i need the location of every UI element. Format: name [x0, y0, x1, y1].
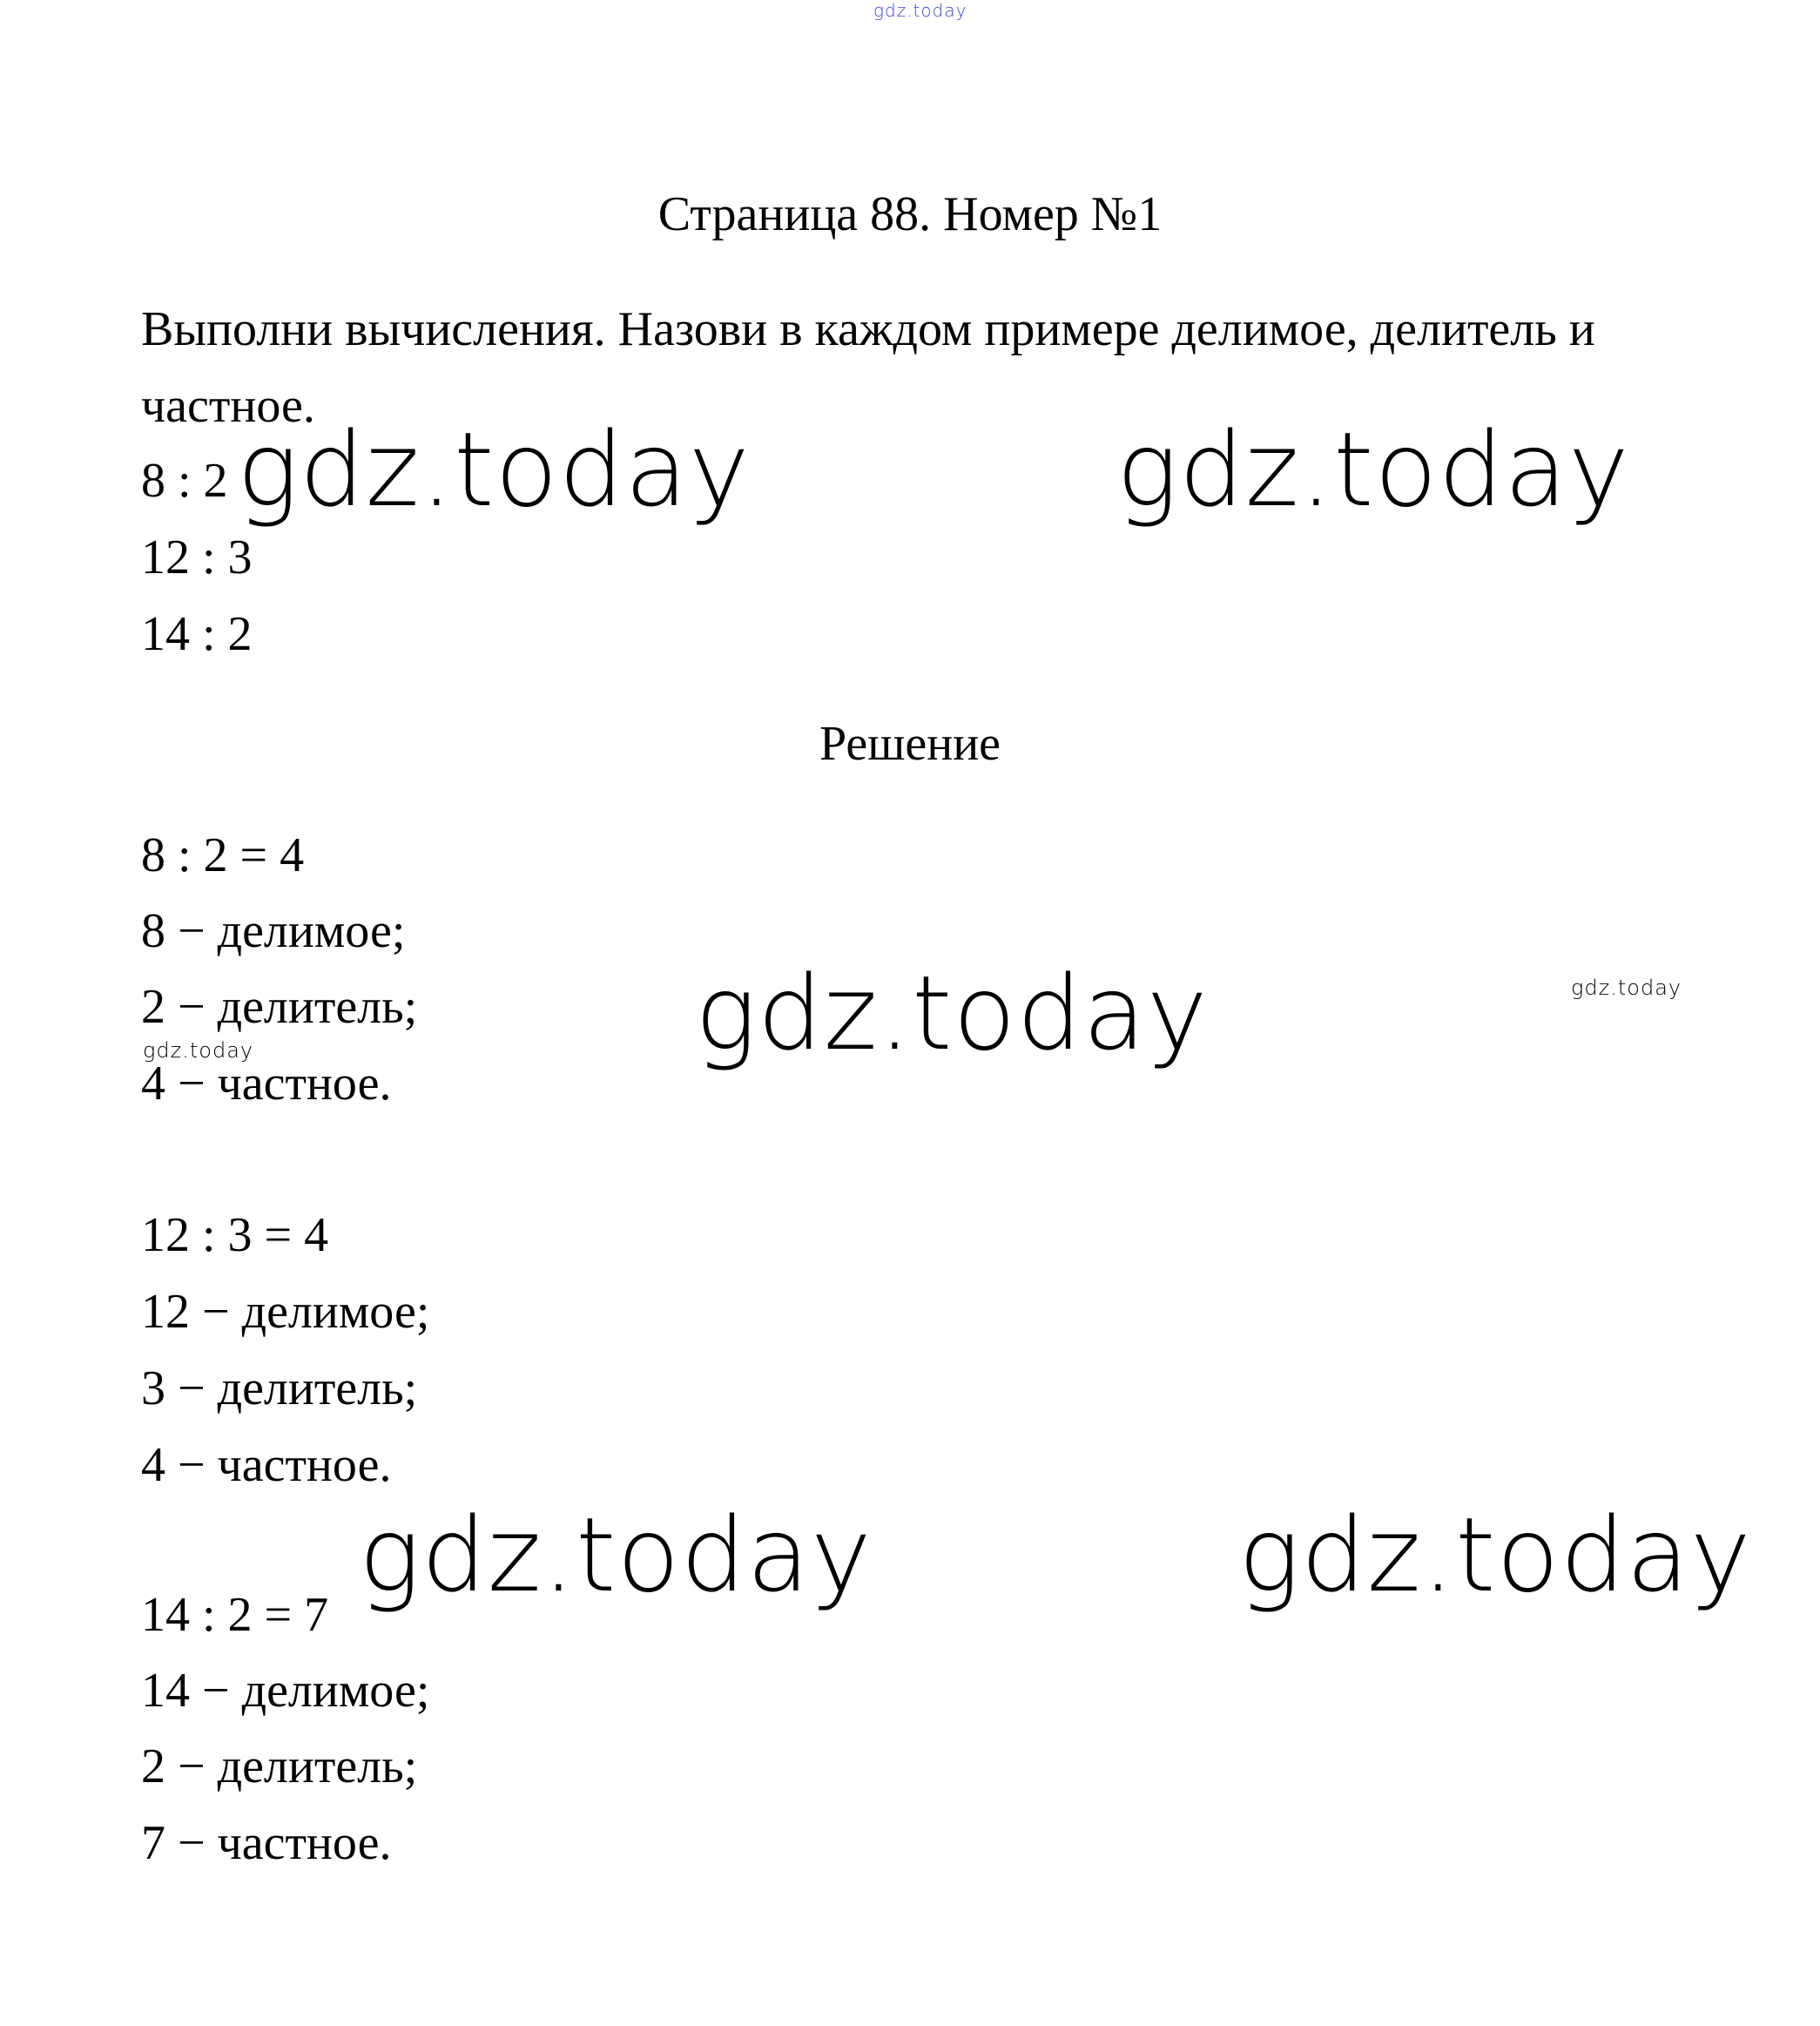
solution-2-dividend: 12 − делимое; [141, 1285, 430, 1339]
solution-2-equation: 12 : 3 = 4 [141, 1208, 329, 1262]
solution-3-dividend: 14 − делимое; [141, 1664, 430, 1718]
solution-3-divisor: 2 − делитель; [141, 1739, 418, 1793]
example-1: 8 : 2 [141, 454, 228, 508]
solution-2-divisor: 3 − делитель; [141, 1361, 418, 1415]
solution-1-divisor: 2 − делитель; [141, 980, 418, 1034]
top-watermark: gdz.today [873, 0, 967, 21]
solution-1-dividend: 8 − делимое; [141, 904, 406, 958]
watermark-large-4: gdz.today [359, 1495, 873, 1615]
solution-1-quotient: 4 − частное. [141, 1057, 392, 1111]
watermark-large-3: gdz.today [695, 953, 1209, 1073]
watermark-large-1: gdz.today [237, 409, 751, 530]
page-title: Страница 88. Номер №1 [657, 187, 1163, 241]
solution-heading: Решение [819, 717, 1001, 771]
solution-2-quotient: 4 − частное. [141, 1438, 392, 1492]
watermark-small-1: gdz.today [1571, 976, 1682, 1000]
solution-3-quotient: 7 − частное. [141, 1816, 392, 1870]
task-text-line-2: частное. [141, 379, 315, 433]
watermark-large-2: gdz.today [1116, 409, 1630, 530]
task-text-line-1: Выполни вычисления. Назови в каждом примере делимое, делитель и [141, 302, 1595, 356]
solution-3-equation: 14 : 2 = 7 [141, 1588, 329, 1642]
solution-1-equation: 8 : 2 = 4 [141, 828, 305, 882]
watermark-large-5: gdz.today [1238, 1495, 1752, 1615]
example-2: 12 : 3 [141, 530, 253, 584]
watermark-small-2: gdz.today [143, 1038, 254, 1063]
example-3: 14 : 2 [141, 607, 253, 661]
